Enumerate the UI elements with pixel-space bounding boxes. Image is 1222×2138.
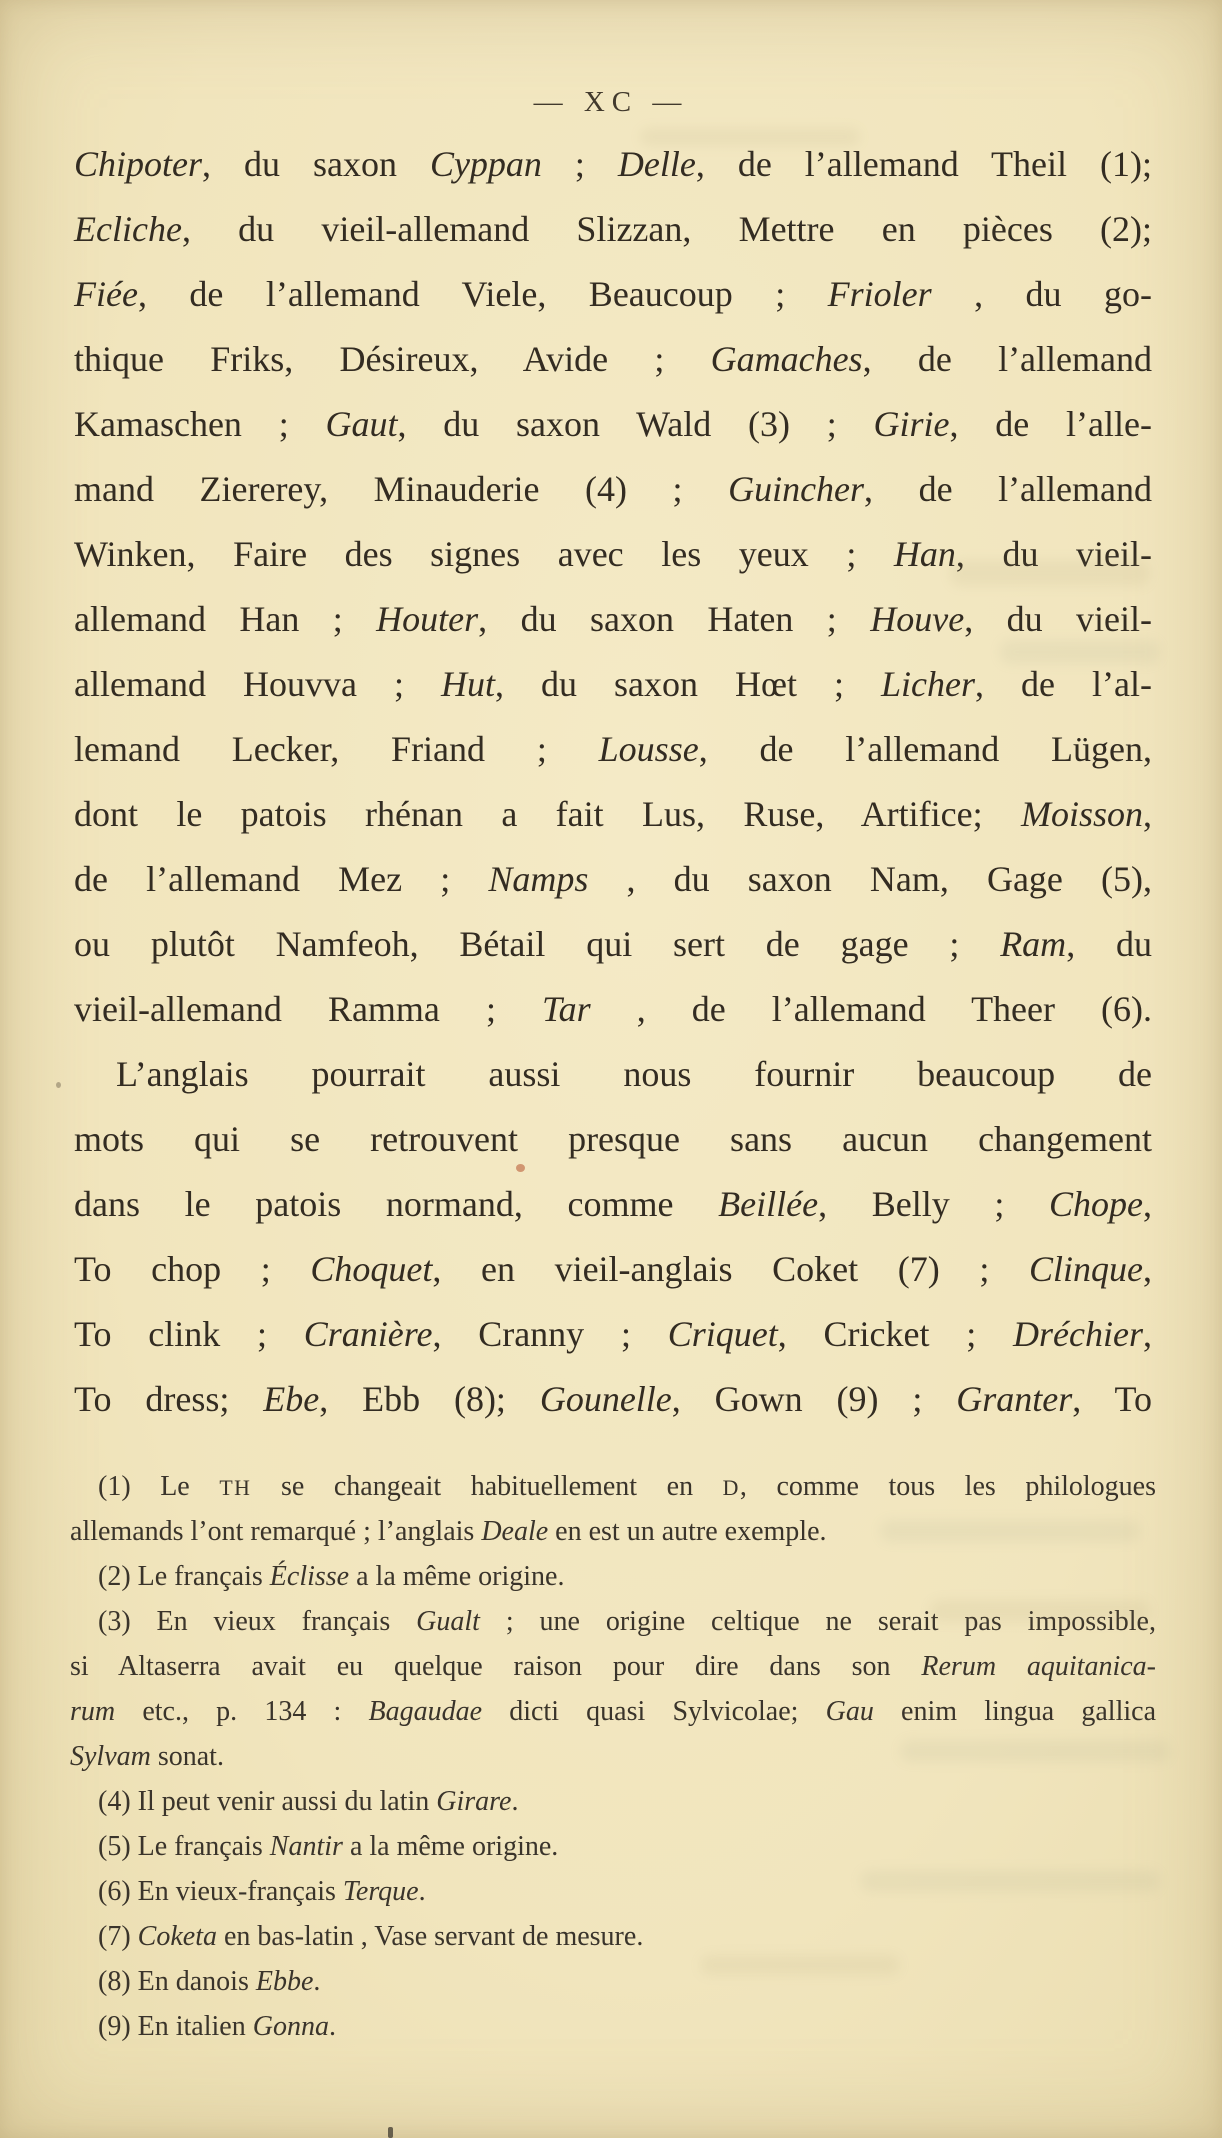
text-line: dont le patois rhénan a fait Lus, Ruse, Artifice; Moisson, [74, 794, 1152, 834]
text-line: vieil-allemand Ramma ; Tar , de l’allemand Theer (6). [74, 989, 1153, 1029]
text-line: thique Friks, Désireux, Avide ; Gamaches, de l’allemand [74, 339, 1152, 379]
text-line: Winken, Faire des signes avec les yeux ; Han, du vieil- [74, 534, 1152, 574]
footnote-line: (6) En vieux-français Terque. [98, 1876, 426, 1907]
main-text [74, 132, 1152, 1432]
text-line: Fiée, de l’allemand Viele, Beaucoup ; Frioler , du go- [74, 274, 1152, 314]
footnote-line: si Altaserra avait eu quelque raison pour dire dans son Rerum aquitanica- [70, 1651, 1156, 1682]
paper-speck [388, 2127, 393, 2138]
text-line: Ecliche, du vieil-allemand Slizzan, Mettre en pièces (2); [74, 209, 1152, 249]
footnote-line: (3) En vieux français Gualt ; une origine celtique ne serait pas impossible, [98, 1606, 1156, 1637]
footnote-line: (2) Le français Éclisse a la même origine. [98, 1561, 565, 1592]
footnote-line: rum etc., p. 134 : Bagaudae dicti quasi Sylvicolae; Gau enim lingua gallica [70, 1696, 1156, 1727]
footnote-line: (7) Coketa en bas-latin , Vase servant de mesure. [98, 1921, 644, 1952]
footnote-line: (5) Le français Nantir a la même origine. [98, 1831, 559, 1862]
text-line: dans le patois normand, comme Beillée, Belly ; Chope, [74, 1184, 1152, 1224]
paper-speck [56, 1082, 61, 1088]
footnote-line: (8) En danois Ebbe. [98, 1966, 321, 1997]
footnote-line: (1) Le TH se changeait habituellement en D, comme tous les philologues [98, 1471, 1157, 1502]
text-line: lemand Lecker, Friand ; Lousse, de l’allemand Lügen, [74, 729, 1152, 769]
text-line: To dress; Ebe, Ebb (8); Gounelle, Gown (9) ; Granter, To [74, 1379, 1153, 1419]
footnote-line: Sylvam sonat. [70, 1741, 224, 1772]
footnote-line: allemands l’ont remarqué ; l’anglais Deale en est un autre exemple. [70, 1516, 827, 1547]
text-line: ou plutôt Namfeoh, Bétail qui sert de gage ; Ram, du [74, 924, 1153, 964]
text-line: allemand Han ; Houter, du saxon Haten ; Houve, du vieil- [74, 599, 1152, 639]
text-line: allemand Houvva ; Hut, du saxon Hœt ; Licher, de l’al- [74, 664, 1152, 704]
text-line: de l’allemand Mez ; Namps , du saxon Nam, Gage (5), [74, 859, 1152, 899]
text-line: Chipoter, du saxon Cyppan ; Delle, de l’allemand Theil (1); [74, 144, 1152, 184]
footnotes [70, 1464, 1156, 2049]
footnote-line: (9) En italien Gonna. [98, 2011, 336, 2042]
text-line: Kamaschen ; Gaut, du saxon Wald (3) ; Girie, de l’alle- [74, 404, 1152, 444]
text-line: L’anglais pourrait aussi nous fournir beaucoup de [116, 1054, 1152, 1094]
text-line: mand Ziererey, Minauderie (4) ; Guincher, de l’allemand [74, 469, 1152, 509]
footnote-line: (4) Il peut venir aussi du latin Girare. [98, 1786, 519, 1817]
page-number: — XC — [533, 86, 689, 118]
text-line: To clink ; Cranière, Cranny ; Criquet, Cricket ; Dréchier, [74, 1314, 1152, 1354]
text-line: To chop ; Choquet, en vieil-anglais Coket (7) ; Clinque, [74, 1249, 1152, 1289]
text-line: mots qui se retrouvent presque sans aucun changement [74, 1119, 1152, 1159]
